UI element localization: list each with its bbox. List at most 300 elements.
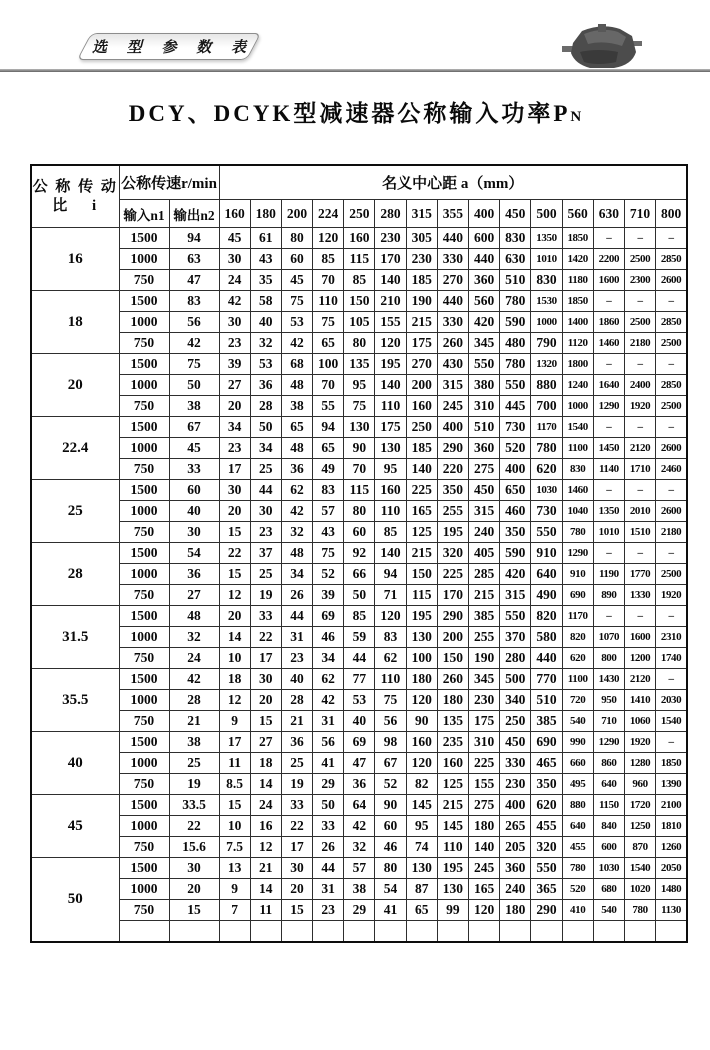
power-cell: 265 [500,816,531,837]
power-cell: 830 [531,270,562,291]
input-speed-cell: 750 [119,900,169,921]
power-cell: 49 [313,459,344,480]
power-cell: 67 [375,753,406,774]
power-cell: 710 [593,711,624,732]
power-cell: 180 [406,669,437,690]
power-cell: 320 [437,543,468,564]
power-cell: 46 [313,627,344,648]
power-cell: 440 [469,249,500,270]
table-row [31,774,687,795]
power-cell: 540 [593,900,624,921]
power-cell: 75 [375,690,406,711]
output-speed-cell: 19 [169,774,219,795]
power-cell: 1100 [562,669,593,690]
power-cell [406,921,437,943]
power-cell: 32 [281,522,312,543]
power-cell: 960 [624,774,655,795]
power-cell: 2120 [624,438,655,459]
power-cell: 2500 [656,333,687,354]
table-row [31,417,687,438]
power-cell: 1000 [531,312,562,333]
power-cell: 43 [250,249,281,270]
output-speed-cell: 33.5 [169,795,219,816]
power-cell: 1460 [562,480,593,501]
output-speed-cell: 30 [169,522,219,543]
power-cell: 42 [219,291,250,312]
power-cell: 150 [344,291,375,312]
power-cell: 1010 [531,249,562,270]
power-cell: 330 [500,753,531,774]
power-cell: 185 [406,438,437,459]
power-cell: 880 [531,375,562,396]
power-cell: 19 [281,774,312,795]
power-cell: 780 [500,291,531,312]
table-row [31,753,687,774]
power-cell: 285 [469,564,500,585]
power-cell: 910 [531,543,562,564]
power-cell: 580 [531,627,562,648]
power-cell: 455 [531,816,562,837]
ratio-cell: 22.4 [31,417,119,480]
power-cell: 43 [313,522,344,543]
power-cell: 75 [281,291,312,312]
input-speed-cell [119,921,169,943]
power-cell: 17 [219,459,250,480]
power-cell: 1540 [562,417,593,438]
power-cell: 115 [344,480,375,501]
power-cell: 1460 [593,333,624,354]
power-cell: 1850 [562,291,593,312]
power-cell: 210 [375,291,406,312]
power-cell: 860 [593,753,624,774]
power-cell: 30 [219,480,250,501]
power-cell: 1600 [593,270,624,291]
power-cell: 430 [437,354,468,375]
power-cell: 34 [313,648,344,669]
power-cell: 15 [219,564,250,585]
power-cell: 550 [469,354,500,375]
power-cell: – [593,228,624,249]
power-cell: 360 [469,438,500,459]
power-cell: 650 [500,480,531,501]
power-cell: 1180 [562,270,593,291]
power-cell: 1530 [531,291,562,312]
power-cell: 165 [406,501,437,522]
power-cell: 510 [531,690,562,711]
table-row [31,354,687,375]
output-speed-cell: 54 [169,543,219,564]
power-cell: 1130 [656,900,687,921]
power-cell: 92 [344,543,375,564]
power-cell: 600 [469,228,500,249]
power-cell: 55 [313,396,344,417]
output-speed-cell: 36 [169,564,219,585]
power-cell: 125 [437,774,468,795]
power-cell [656,921,687,943]
power-cell: 64 [344,795,375,816]
power-cell: 215 [469,585,500,606]
power-cell: 25 [250,564,281,585]
power-cell: 130 [437,879,468,900]
power-cell: 14 [250,879,281,900]
power-cell: 1420 [562,249,593,270]
ratio-cell: 18 [31,291,119,354]
power-cell: 225 [469,753,500,774]
output-speed-cell: 83 [169,291,219,312]
power-cell: 590 [500,312,531,333]
power-cell: 1430 [593,669,624,690]
input-speed-cell: 1000 [119,564,169,585]
input-speed-cell: 1000 [119,249,169,270]
power-cell: 1240 [562,375,593,396]
power-cell: 23 [219,438,250,459]
input-speed-cell: 750 [119,837,169,858]
ratio-header-line2: 比 i [52,197,99,214]
ratio-cell: 45 [31,795,119,858]
power-cell: 330 [437,312,468,333]
power-cell [219,921,250,943]
power-cell: 53 [281,312,312,333]
power-cell: 620 [562,648,593,669]
power-cell [437,921,468,943]
power-cell [375,921,406,943]
power-cell: 140 [375,270,406,291]
power-cell: 11 [219,753,250,774]
input-speed-cell: 1500 [119,543,169,564]
power-cell: 140 [375,543,406,564]
output-speed-cell: 27 [169,585,219,606]
power-cell: 110 [375,501,406,522]
output-speed-cell: 38 [169,396,219,417]
power-cell: 2500 [656,396,687,417]
ratio-header-line1: 公 称 传 动 [32,178,118,195]
power-cell: 145 [406,795,437,816]
power-cell: 1720 [624,795,655,816]
table-row [31,291,687,312]
power-cell: 135 [344,354,375,375]
ratio-cell: 40 [31,732,119,795]
power-cell: 780 [562,522,593,543]
power-cell: 1170 [562,606,593,627]
power-cell: 41 [375,900,406,921]
power-cell: 59 [344,627,375,648]
power-cell: 8.5 [219,774,250,795]
power-cell: 880 [562,795,593,816]
power-cell: 16 [250,816,281,837]
input-speed-cell: 1000 [119,690,169,711]
power-cell: 2500 [624,312,655,333]
power-cell: 620 [531,459,562,480]
power-cell [500,921,531,943]
power-cell: 32 [344,837,375,858]
center-col-500: 500 [531,200,562,228]
power-cell: – [656,606,687,627]
output-speed-cell: 15 [169,900,219,921]
power-cell: 65 [313,438,344,459]
power-cell: 52 [313,564,344,585]
power-cell: 83 [313,480,344,501]
power-cell: 23 [313,900,344,921]
ratio-cell: 35.5 [31,669,119,732]
power-cell: 255 [437,501,468,522]
power-cell: 21 [250,858,281,879]
power-cell: 53 [250,354,281,375]
table-row [31,312,687,333]
power-cell: 13 [219,858,250,879]
power-cell: 12 [250,837,281,858]
power-cell: 20 [219,606,250,627]
power-cell: 385 [531,711,562,732]
power-cell: 520 [500,438,531,459]
power-cell: 100 [406,648,437,669]
power-cell: 36 [344,774,375,795]
power-cell: 2180 [624,333,655,354]
table-row [31,648,687,669]
power-cell: 48 [281,543,312,564]
power-cell: 54 [375,879,406,900]
ratio-cell: 28 [31,543,119,606]
input-speed-cell: 1500 [119,480,169,501]
power-cell: 30 [281,858,312,879]
power-cell: 510 [469,417,500,438]
power-cell: 160 [406,396,437,417]
input-speed-cell: 1500 [119,291,169,312]
power-cell: 23 [281,648,312,669]
table-row [31,396,687,417]
power-cell: 215 [406,543,437,564]
power-cell: 130 [406,858,437,879]
power-cell: 34 [281,564,312,585]
power-cell: 175 [375,417,406,438]
power-cell: – [593,480,624,501]
output-speed-header: 输出n2 [169,200,219,228]
power-cell: 26 [281,585,312,606]
center-col-280: 280 [375,200,406,228]
power-cell: 42 [344,816,375,837]
power-cell: 550 [531,522,562,543]
power-cell: 95 [375,459,406,480]
power-cell: 180 [437,690,468,711]
power-cell: 65 [281,417,312,438]
power-cell: 1540 [656,711,687,732]
power-cell: 1600 [624,627,655,648]
power-cell: 310 [469,732,500,753]
power-cell: 75 [313,543,344,564]
power-cell: 780 [500,354,531,375]
power-cell: 36 [281,459,312,480]
power-cell: – [656,228,687,249]
output-speed-cell: 28 [169,690,219,711]
power-cell: 690 [562,585,593,606]
power-cell: 260 [437,669,468,690]
output-speed-cell: 67 [169,417,219,438]
power-cell: 445 [500,396,531,417]
power-cell [624,921,655,943]
power-cell: 95 [344,375,375,396]
power-cell: 77 [344,669,375,690]
table-body [31,228,687,943]
input-speed-cell: 1500 [119,354,169,375]
power-cell [562,921,593,943]
center-col-800: 800 [656,200,687,228]
power-cell: 2600 [656,270,687,291]
ratio-cell: 20 [31,354,119,417]
power-cell: 34 [250,438,281,459]
power-cell: 165 [469,879,500,900]
power-cell: 35 [250,270,281,291]
power-cell: 74 [406,837,437,858]
power-cell: 330 [437,249,468,270]
power-cell: 17 [219,732,250,753]
power-cell: 730 [531,501,562,522]
power-cell: 20 [219,396,250,417]
power-cell: 115 [406,585,437,606]
input-speed-header: 输入n1 [119,200,169,228]
power-cell: 87 [406,879,437,900]
power-cell: 1480 [656,879,687,900]
power-cell: – [593,543,624,564]
power-cell: 1850 [656,753,687,774]
power-cell: 1410 [624,690,655,711]
power-cell: 460 [500,501,531,522]
power-cell: 39 [219,354,250,375]
power-cell: 70 [344,459,375,480]
power-cell: 260 [437,333,468,354]
power-cell: 30 [250,501,281,522]
power-cell: 800 [593,648,624,669]
power-cell: 36 [250,375,281,396]
power-cell: 130 [375,438,406,459]
power-cell: 1060 [624,711,655,732]
power-cell: 27 [219,375,250,396]
power-cell: 195 [406,606,437,627]
power-cell: 550 [531,858,562,879]
power-cell: 130 [406,627,437,648]
power-cell: 120 [375,606,406,627]
output-speed-cell: 32 [169,627,219,648]
power-cell: – [656,480,687,501]
power-cell: 275 [469,459,500,480]
power-cell: 640 [562,816,593,837]
power-cell: 10 [219,816,250,837]
power-cell: 640 [593,774,624,795]
power-cell: 31 [313,711,344,732]
power-cell: 85 [344,606,375,627]
power-cell: 990 [562,732,593,753]
power-cell: 350 [500,522,531,543]
power-cell: 1140 [593,459,624,480]
power-cell: 2010 [624,501,655,522]
center-col-224: 224 [313,200,344,228]
power-cell: 120 [406,690,437,711]
power-cell: 82 [406,774,437,795]
power-cell: 18 [250,753,281,774]
power-cell: 80 [375,858,406,879]
power-cell: – [656,669,687,690]
power-cell: 150 [406,564,437,585]
table-row [31,564,687,585]
power-cell [313,921,344,943]
power-cell: 1170 [531,417,562,438]
table-row [31,900,687,921]
power-cell: 245 [469,858,500,879]
power-cell: 34 [219,417,250,438]
power-cell: 60 [375,816,406,837]
power-cell: 33 [313,816,344,837]
speed-header: 公称传速r/min [119,165,219,200]
power-cell: 1150 [593,795,624,816]
table-row [31,375,687,396]
table-row [31,459,687,480]
power-cell: 400 [437,417,468,438]
power-cell: 62 [313,669,344,690]
power-cell: 26 [313,837,344,858]
center-col-560: 560 [562,200,593,228]
power-cell: 28 [250,396,281,417]
power-cell: 45 [219,228,250,249]
power-cell: 2850 [656,312,687,333]
power-cell: 45 [281,270,312,291]
power-cell: 2120 [624,669,655,690]
power-cell: 1770 [624,564,655,585]
power-cell: 115 [344,249,375,270]
power-cell: 345 [469,333,500,354]
center-col-355: 355 [437,200,468,228]
power-cell: – [656,732,687,753]
power-cell: 1350 [593,501,624,522]
power-cell: 150 [437,648,468,669]
section-tab [77,33,261,60]
power-cell: 160 [344,228,375,249]
power-cell: – [624,543,655,564]
power-cell: 410 [562,900,593,921]
power-cell: 42 [281,501,312,522]
power-cell: 170 [437,585,468,606]
power-cell: 1020 [624,879,655,900]
power-cell: 385 [469,606,500,627]
power-cell: 1920 [656,585,687,606]
power-cell: 510 [500,270,531,291]
power-cell: 240 [500,879,531,900]
ratio-cell: 16 [31,228,119,291]
power-cell: 2460 [656,459,687,480]
power-cell: 48 [281,375,312,396]
power-cell: 820 [531,606,562,627]
power-cell: 120 [375,333,406,354]
power-cell: – [624,228,655,249]
table-row [31,270,687,291]
power-cell: 90 [406,711,437,732]
power-cell: 25 [250,459,281,480]
power-cell: 290 [437,438,468,459]
table-row [31,627,687,648]
input-speed-cell: 1500 [119,669,169,690]
table-row [31,606,687,627]
power-cell: 310 [469,396,500,417]
power-cell: 33 [281,795,312,816]
power-cell: 1710 [624,459,655,480]
power-cell: 230 [469,690,500,711]
table-row [31,858,687,879]
power-cell: 465 [531,753,562,774]
power-cell: 890 [593,585,624,606]
power-cell: 520 [562,879,593,900]
power-cell: 24 [219,270,250,291]
power-cell: 12 [219,585,250,606]
output-speed-cell: 15.6 [169,837,219,858]
power-cell: 32 [250,333,281,354]
power-cell: 365 [531,879,562,900]
